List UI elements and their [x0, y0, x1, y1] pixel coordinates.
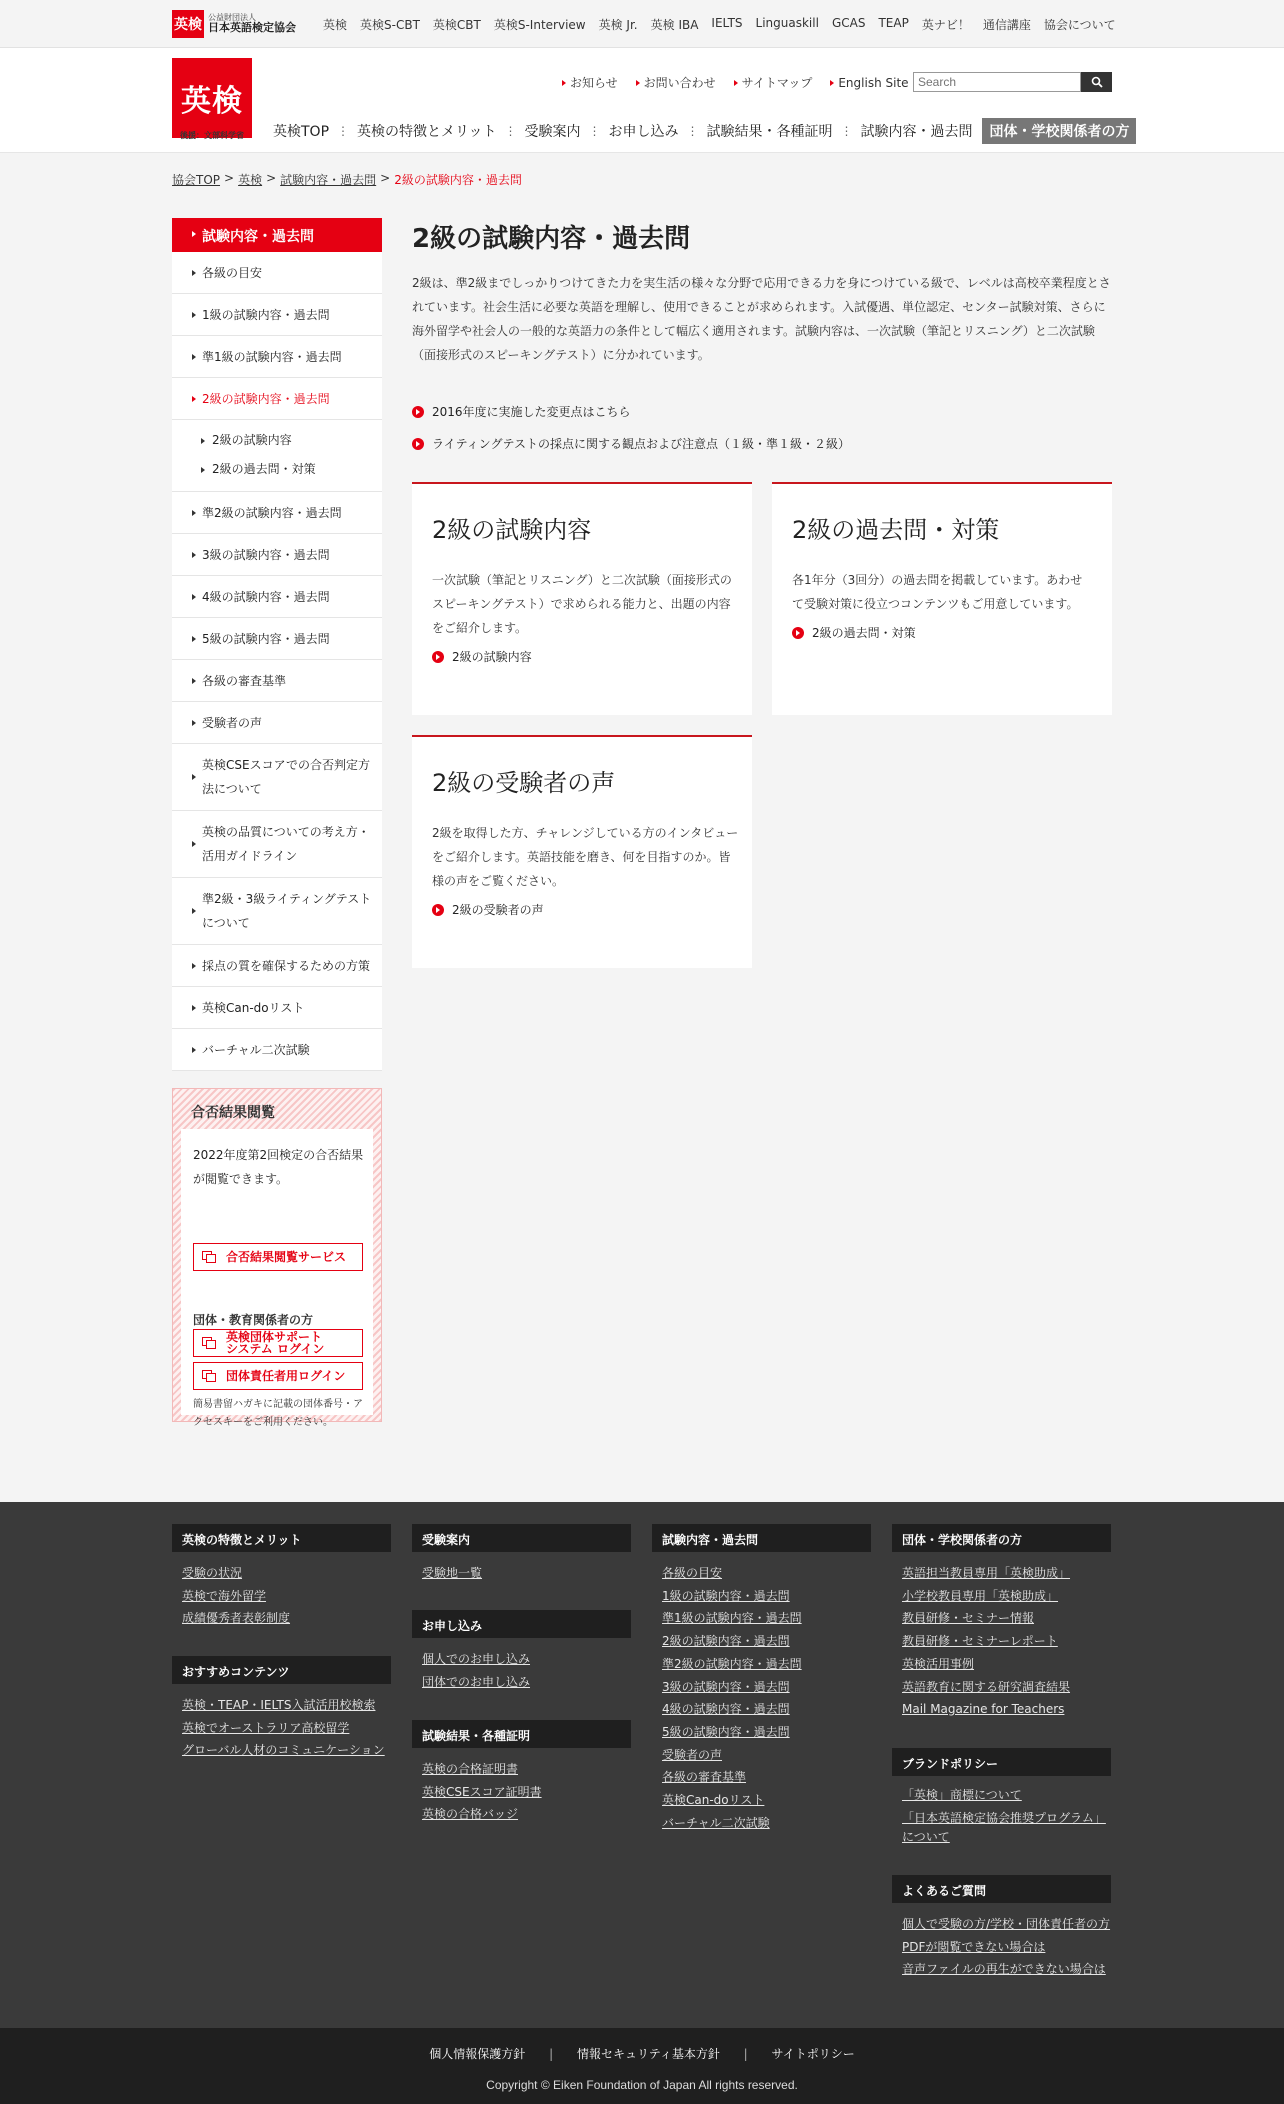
footer-link[interactable]: 受験地一覧	[422, 1566, 483, 1580]
brand-logo[interactable]: 英検	[172, 58, 252, 138]
breadcrumb-link[interactable]: 英検	[238, 173, 263, 187]
sidebar-nav	[172, 252, 382, 1071]
security-policy-link[interactable]: 情報セキュリティ基本方針	[577, 2047, 720, 2061]
utility-english[interactable]: English Site	[830, 76, 908, 90]
footer-links	[422, 1758, 542, 1826]
breadcrumb-link[interactable]: 試験内容・過去問	[280, 173, 377, 187]
sidebar-subitem[interactable]: 2級の試験内容	[172, 426, 382, 455]
breadcrumb-separator: >	[224, 171, 235, 185]
breadcrumb	[172, 171, 522, 188]
search-input[interactable]	[913, 72, 1081, 92]
writing-criteria-link[interactable]: ライティングテストの採点に関する観点および注意点（１級・準１級・２級）	[412, 435, 850, 452]
footer-link[interactable]: PDFが閲覧できない場合は	[902, 1939, 1046, 1954]
arrow-icon	[192, 841, 196, 847]
footer-links	[902, 1562, 1070, 1721]
sidebar-item[interactable]: 採点の質を確保するための方策	[172, 945, 382, 987]
card-past-exams	[772, 482, 1112, 715]
footer-link[interactable]: 英語担当教員専用「英検助成」	[902, 1566, 1071, 1580]
utility-sitemap[interactable]: サイトマップ	[734, 74, 813, 91]
sidebar-head[interactable]: 試験内容・過去問	[172, 218, 382, 252]
site-policy-link[interactable]: サイトポリシー	[771, 2047, 855, 2061]
footer-heading: 試験内容・過去問	[652, 1524, 871, 1552]
sidebar-item[interactable]: 各級の審査基準	[172, 660, 382, 702]
sidebar-item[interactable]: 受験者の声	[172, 702, 382, 744]
circle-arrow-icon	[412, 406, 424, 418]
gnav-separator: ⋮	[337, 124, 350, 138]
utility-nav	[562, 74, 927, 91]
window-icon	[202, 1251, 216, 1263]
triangle-icon	[734, 80, 738, 86]
results-title: 合否結果閲覧	[191, 1105, 275, 1121]
arrow-icon	[192, 396, 196, 402]
footer-link[interactable]: 3級の試験内容・過去問	[662, 1679, 790, 1694]
footer-heading: 試験結果・各種証明	[412, 1720, 631, 1748]
footer-heading: おすすめコンテンツ	[172, 1656, 391, 1684]
footer-link[interactable]: 英検CSEスコア証明書	[422, 1784, 542, 1799]
results-service-button[interactable]: 合否結果閲覧サービス	[193, 1243, 363, 1271]
gnav-separator: ⋮	[840, 124, 853, 138]
top-link[interactable]: IELTS	[711, 16, 743, 30]
footer-links	[662, 1562, 802, 1834]
window-icon	[202, 1337, 216, 1349]
footer-link[interactable]: 個人で受験の方/学校・団体責任者の方	[902, 1917, 1111, 1931]
utility-contact[interactable]: お問い合わせ	[636, 74, 716, 91]
arrow-icon	[192, 963, 196, 969]
results-group-title: 団体・教育関係者の方	[193, 1313, 314, 1327]
footer-links	[182, 1562, 290, 1630]
top-link[interactable]: 協会について	[1043, 18, 1116, 32]
site-header	[0, 48, 1284, 153]
footer-heading: ブランドポリシー	[892, 1748, 1111, 1776]
arrow-icon	[201, 438, 205, 444]
footer-heading: よくあるご質問	[892, 1875, 1111, 1903]
footer-link[interactable]: 英検で海外留学	[182, 1588, 267, 1603]
card-text: 2級を取得した方、チャレンジしている方のインタビューをご紹介します。英語技能を磨き、何を目指すのか。皆様の声をご覧ください。	[432, 826, 739, 888]
footer-link[interactable]: 教員研修・セミナーレポート	[902, 1634, 1058, 1649]
footer-links	[422, 1562, 482, 1585]
footer-link[interactable]: について	[902, 1830, 950, 1844]
copyright: Copyright © Eiken Foundation of Japan All rights reserved.	[486, 2078, 798, 2092]
footer-link[interactable]: 教員研修・セミナー情報	[902, 1611, 1035, 1626]
top-bar	[0, 0, 1284, 48]
card-title[interactable]: 2級の試験内容	[432, 516, 592, 544]
arrow-icon	[192, 594, 196, 600]
triangle-icon	[636, 80, 640, 86]
arrow-icon	[192, 312, 196, 318]
footer-link[interactable]: 1級の試験内容・過去問	[662, 1588, 790, 1603]
breadcrumb-separator: >	[266, 171, 277, 185]
bottom-separator: |	[743, 2047, 748, 2061]
gnav-results[interactable]: 試験結果・各種証明	[706, 124, 833, 140]
card-title[interactable]: 2級の受験者の声	[432, 769, 616, 797]
sidebar-item[interactable]: バーチャル二次試験	[172, 1029, 382, 1071]
top-link[interactable]: TEAP	[878, 16, 909, 30]
breadcrumb-current: 2級の試験内容・過去問	[394, 173, 522, 187]
footer-link[interactable]: 受験の状況	[182, 1566, 243, 1580]
search-icon	[1091, 76, 1103, 88]
arrow-icon	[192, 270, 196, 276]
footer-link[interactable]: 英語教育に関する研究調査結果	[902, 1679, 1071, 1694]
sidebar-item[interactable]: 各級の目安	[172, 252, 382, 294]
sidebar-item[interactable]: 4級の試験内容・過去問	[172, 576, 382, 618]
circle-arrow-icon	[792, 627, 804, 639]
card-link[interactable]: 2級の受験者の声	[432, 901, 544, 918]
gnav-top[interactable]: 英検TOP	[273, 124, 330, 140]
footer-link[interactable]: 各級の目安	[662, 1566, 723, 1580]
gnav-separator: ⋮	[504, 124, 517, 138]
arrow-icon	[192, 636, 196, 642]
footer-links	[182, 1694, 385, 1762]
arrow-icon	[192, 552, 196, 558]
gnav-guide[interactable]: 受験案内	[524, 124, 581, 140]
sidebar-item[interactable]: 準1級の試験内容・過去問	[172, 336, 382, 378]
top-link[interactable]: 英検S-CBT	[360, 18, 420, 32]
footer-link[interactable]: 4級の試験内容・過去問	[662, 1702, 790, 1717]
breadcrumb-separator: >	[380, 171, 391, 185]
changes-link[interactable]: 2016年度に実施した変更点はこちら	[412, 403, 631, 420]
footer-link[interactable]: 2級の試験内容・過去問	[662, 1634, 790, 1649]
arrow-icon	[192, 908, 196, 914]
gnav-organizations[interactable]: 団体・学校関係者の方	[982, 118, 1136, 144]
arrow-icon	[192, 1005, 196, 1011]
arrow-icon	[192, 678, 196, 684]
breadcrumb-link[interactable]: 協会TOP	[172, 173, 221, 187]
footer-link[interactable]: 準1級の試験内容・過去問	[662, 1611, 802, 1626]
group-manager-login-button[interactable]: 団体責任者用ログイン	[193, 1362, 363, 1390]
footer-link[interactable]: 英検・TEAP・IELTS入試活用校検索	[182, 1698, 376, 1712]
sidebar-item[interactable]: 英検CSEスコアでの合否判定方法について	[172, 744, 382, 811]
top-link[interactable]: Linguaskill	[755, 16, 819, 30]
window-icon	[202, 1370, 216, 1382]
bottom-bar	[0, 2028, 1284, 2104]
top-link[interactable]: 通信講座	[982, 18, 1031, 32]
circle-arrow-icon	[432, 904, 444, 916]
footer-link[interactable]: 小学校教員専用「英検助成」	[902, 1588, 1059, 1603]
footer-link[interactable]: 受験者の声	[662, 1747, 723, 1762]
footer-link[interactable]: 英検Can-doリスト	[662, 1793, 765, 1808]
arrow-icon	[192, 354, 196, 360]
footer-link[interactable]: 「日本英語検定協会推奨プログラム」	[902, 1811, 1106, 1825]
sidebar-item[interactable]: 英検の品質についての考え方・活用ガイドライン	[172, 811, 382, 878]
search-button[interactable]	[1081, 72, 1112, 92]
top-links	[323, 16, 1129, 33]
sidebar-item[interactable]: 準2級の試験内容・過去問	[172, 492, 382, 534]
footer-link[interactable]: 「英検」商標について	[902, 1788, 1022, 1802]
footer-link[interactable]: 英検活用事例	[902, 1656, 975, 1671]
privacy-policy-link[interactable]: 個人情報保護方針	[429, 2047, 526, 2061]
sidebar-subitem[interactable]: 2級の過去問・対策	[172, 455, 382, 484]
card-link[interactable]: 2級の過去問・対策	[792, 624, 916, 641]
footer-link[interactable]: グローバル人材のコミュニケーション	[182, 1743, 385, 1758]
top-link[interactable]: 英検 Jr.	[598, 18, 638, 32]
footer-link[interactable]: 団体でのお申し込み	[422, 1674, 531, 1689]
arrow-icon	[201, 467, 205, 473]
results-box	[172, 1088, 382, 1428]
footer-link[interactable]: 個人でのお申し込み	[422, 1652, 531, 1666]
gnav-separator: ⋮	[588, 124, 601, 138]
footer-heading: 受験案内	[412, 1524, 631, 1552]
top-link[interactable]: 英検 IBA	[650, 18, 699, 32]
top-link[interactable]: 英検CBT	[432, 18, 481, 32]
footer-link[interactable]: 音声ファイルの再生ができない場合は	[902, 1962, 1106, 1977]
gnav-features[interactable]: 英検の特徴とメリット	[357, 124, 497, 140]
footer-heading: 団体・学校関係者の方	[892, 1524, 1111, 1552]
footer-heading: 英検の特徴とメリット	[172, 1524, 391, 1552]
footer-link[interactable]: 英検でオーストラリア高校留学	[182, 1720, 350, 1735]
utility-news[interactable]: お知らせ	[562, 74, 618, 91]
triangle-icon	[562, 80, 566, 86]
circle-arrow-icon	[412, 438, 424, 450]
footer-link[interactable]: 英検の合格証明書	[422, 1762, 519, 1776]
triangle-icon	[192, 231, 196, 237]
sidebar-item[interactable]: 5級の試験内容・過去問	[172, 618, 382, 660]
footer-link[interactable]: 準2級の試験内容・過去問	[662, 1656, 802, 1671]
brand-sub: 後援：文部科学省	[180, 131, 244, 140]
footer-link[interactable]: バーチャル二次試験	[662, 1815, 770, 1830]
bottom-separator: |	[549, 2047, 554, 2061]
footer-link[interactable]: 5級の試験内容・過去問	[662, 1724, 790, 1739]
results-text: 2022年度第2回検定の合否結果が閲覧できます。	[193, 1148, 364, 1186]
footer-heading: お申し込み	[412, 1610, 631, 1638]
card-text: 一次試験（筆記とリスニング）と二次試験（面接形式のスピーキングテスト）で求められる能力と、出題の内容をご紹介します。	[432, 573, 732, 635]
top-link[interactable]: 英検S-Interview	[493, 18, 586, 32]
gnav-apply[interactable]: お申し込み	[608, 124, 679, 140]
footer-links	[902, 1786, 1106, 1847]
sidebar-item-active[interactable]: 2級の試験内容・過去問	[172, 378, 382, 420]
top-link[interactable]: 英ナビ！	[921, 18, 970, 32]
footer-links	[902, 1913, 1110, 1981]
circle-arrow-icon	[432, 651, 444, 663]
top-link[interactable]: 英検	[323, 18, 348, 32]
sidebar-subnav	[172, 420, 382, 492]
footer-links	[422, 1648, 530, 1693]
org-mark: 英検	[172, 10, 204, 38]
results-note: 簡易書留ハガキに記載の団体番号・アクセスキーをご利用ください。	[193, 1399, 363, 1428]
sidebar-item[interactable]: 英検Can-doリスト	[172, 987, 382, 1029]
card-title[interactable]: 2級の過去問・対策	[792, 516, 1000, 544]
footer-link[interactable]: Mail Magazine for Teachers	[902, 1702, 1065, 1717]
arrow-icon	[192, 774, 196, 780]
arrow-icon	[192, 1047, 196, 1053]
org-small-label: 公益財団法人	[208, 13, 256, 23]
card-link[interactable]: 2級の試験内容	[432, 648, 532, 665]
group-support-login-button[interactable]: 英検団体サポート システム ログイン	[193, 1329, 363, 1357]
card-testimonials	[412, 735, 752, 968]
bottom-links	[0, 2045, 1284, 2062]
gnav-separator: ⋮	[686, 124, 699, 138]
site-footer	[0, 1502, 1284, 2028]
sidebar-item[interactable]: 準2級・3級ライティングテストについて	[172, 878, 382, 945]
sidebar-item[interactable]: 1級の試験内容・過去問	[172, 294, 382, 336]
gnav-content[interactable]: 試験内容・過去問	[860, 124, 973, 140]
footer-link[interactable]: 英検の合格バッジ	[422, 1807, 519, 1822]
org-logo[interactable]	[172, 10, 296, 38]
org-name: 日本英語検定協会	[208, 21, 296, 35]
arrow-icon	[192, 720, 196, 726]
arrow-icon	[192, 510, 196, 516]
lead-text: 2級は、準2級までしっかりつけてきた力を実生活の様々な分野で応用できる力を身につけている級で、レベルは高校卒業程度とされています。社会生活に必要な英語を理解し、使用できることが求められます。入試優遇、単位認定、センター試験対策、さらに海外留学や社会人の一般的な英語力の条件として幅広く適用されます。試験内容は、一次試験（筆記とリスニング）と二次試験（面接形式のスピーキングテスト）に分かれています。	[412, 276, 1111, 362]
global-nav	[272, 118, 1136, 144]
footer-link[interactable]: 成績優秀者表彰制度	[182, 1611, 291, 1626]
footer-link[interactable]: 各級の審査基準	[662, 1770, 747, 1785]
sidebar-item[interactable]: 3級の試験内容・過去問	[172, 534, 382, 576]
top-link[interactable]: GCAS	[831, 16, 866, 30]
page-title: 2級の試験内容・過去問	[412, 224, 691, 254]
card-exam-content	[412, 482, 752, 715]
card-text: 各1年分（3回分）の過去問を掲載しています。あわせて受験対策に役立つコンテンツもご用意しています。	[792, 573, 1083, 611]
triangle-icon	[830, 80, 834, 86]
